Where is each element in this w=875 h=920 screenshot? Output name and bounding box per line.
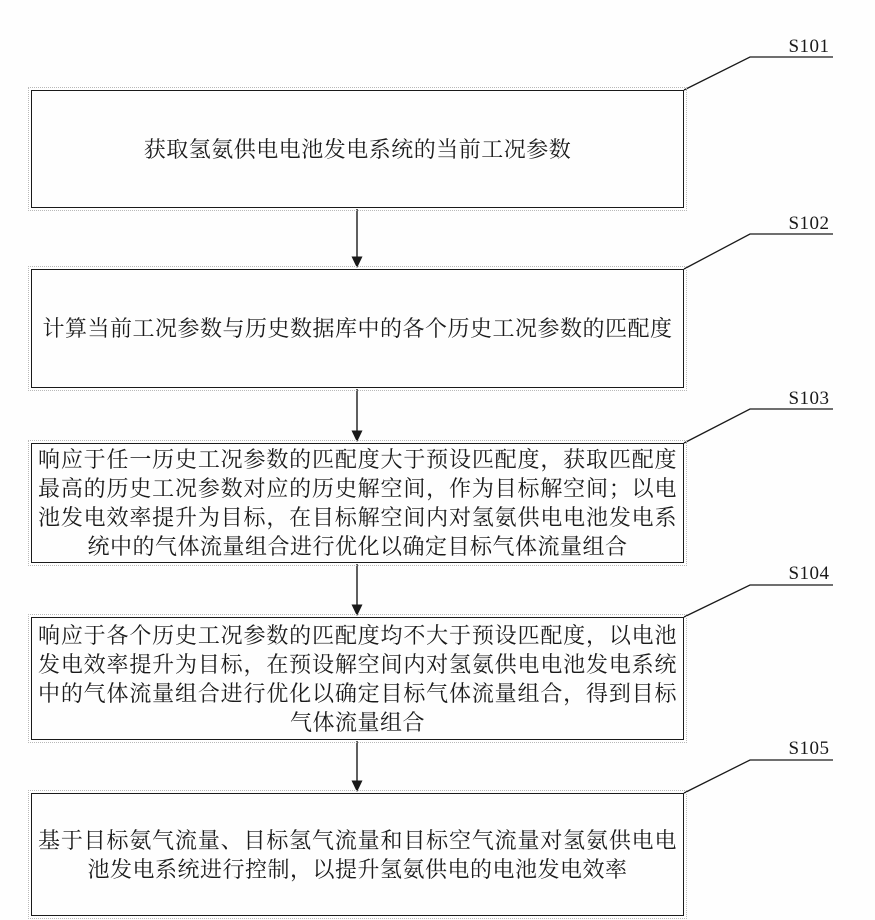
flow-step-s101-text: 获取氢氨供电电池发电系统的当前工况参数 [143,136,572,162]
flow-arrow-3-4 [352,564,363,616]
flow-arrow-4-5 [352,741,363,792]
flow-step-s102 [31,269,684,388]
flow-arrow-2-3 [352,389,363,442]
leader-line-s101 [684,57,833,90]
flow-step-s101 [31,90,684,208]
flow-step-s105 [31,793,684,916]
leader-line-s103 [684,409,833,443]
step-label-s105: S105 [788,738,830,759]
leader-line-s105 [684,760,833,793]
flow-step-s104 [31,617,684,740]
step-label-s102: S102 [788,213,830,234]
leader-line-s102 [684,234,833,269]
flow-step-s104-text: 响应于各个历史工况参数的匹配度均不大于预设匹配度，以电池发电效率提升为目标，在预设解空间内对氢氨供电电池发电系统中的气体流量组合进行优化以确定目标气体流量组合，得到目标气体流量组合 [38,622,677,735]
step-label-s104: S104 [788,563,830,584]
leader-line-s104 [684,585,833,617]
flow-step-s103 [31,443,684,563]
flow-arrow-1-2 [352,209,363,268]
flow-step-s102-text: 计算当前工况参数与历史数据库中的各个历史工况参数的匹配度 [42,316,673,341]
flow-step-s103-text: 响应于任一历史工况参数的匹配度大于预设匹配度，获取匹配度最高的历史工况参数对应的历史解空间，作为目标解空间；以电池发电效率提升为目标，在目标解空间内对氢氨供电电池发电系统中的气体流量组合进行优化以确定目标气体流量组合 [38,447,677,559]
step-label-s103: S103 [788,388,830,409]
flow-step-s105-text: 基于目标氨气流量、目标氢气流量和目标空气流量对氢氨供电电池发电系统进行控制，以提升氢氨供电的电池发电效率 [38,827,677,882]
step-label-s101: S101 [788,36,830,57]
